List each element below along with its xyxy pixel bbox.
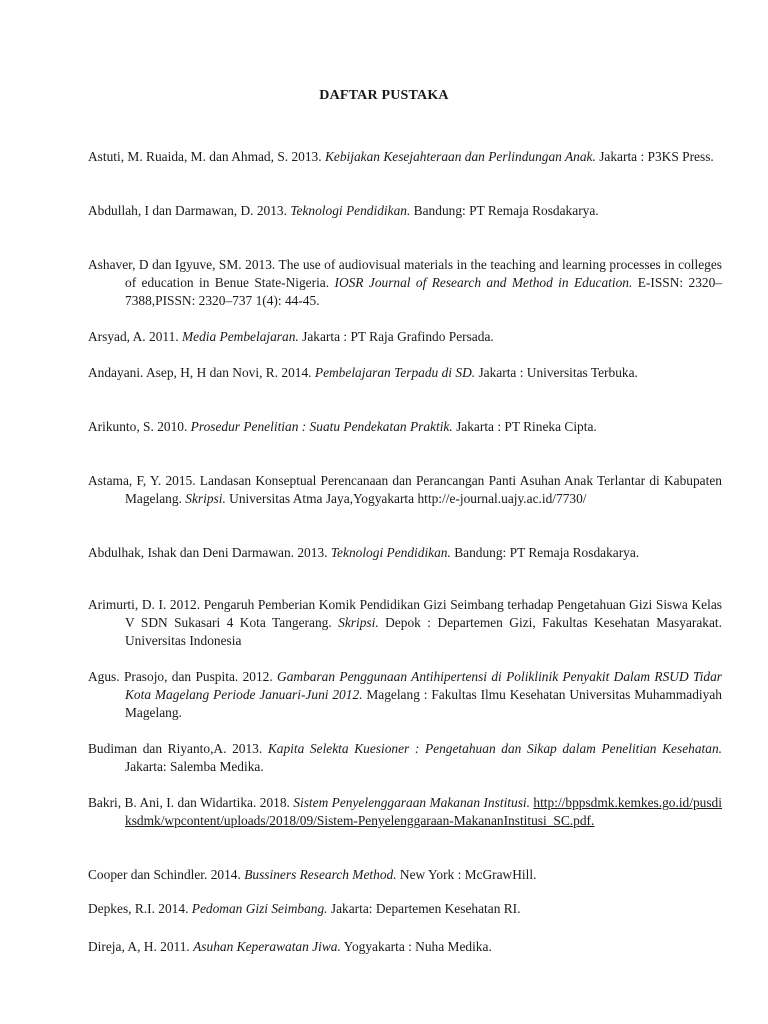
reference-publisher: Universitas Atma Jaya,Yogyakarta http://e-journal.uajy.ac.id/7730/ bbox=[225, 491, 587, 506]
reference-item bbox=[88, 418, 722, 436]
reference-title: IOSR Journal of Research and Method in Education. bbox=[334, 275, 633, 290]
reference-author: Budiman dan Riyanto,A. 2013. bbox=[88, 741, 268, 756]
reference-link[interactable]: http://bppsdmk.kemkes.go.id/pusdiksdmk/wpcontent/uploads/2018/09/Sistem-Penyelenggaraan-MakananInstitusi_SC.pdf. bbox=[125, 795, 722, 828]
reference-author: Astama, F, Y. 2015. Landasan Konseptual Perencanaan dan Perancangan Panti Asuhan Anak Terlantar di Kabupaten Magelang. bbox=[88, 473, 722, 506]
reference-author: Agus. Prasojo, dan Puspita. 2012. bbox=[88, 669, 278, 684]
reference-publisher: E-ISSN: 2320–7388,PISSN: 2320–737 1(4): 44-45. bbox=[125, 275, 722, 308]
reference-title: Teknologi Pendidikan. bbox=[330, 545, 451, 560]
reference-item bbox=[88, 328, 722, 346]
reference-title: Asuhan Keperawatan Jiwa. bbox=[193, 939, 341, 954]
reference-publisher: Bandung: PT Remaja Rosdakarya. bbox=[450, 545, 640, 560]
reference-item bbox=[88, 900, 722, 918]
reference-title: Teknologi Pendidikan. bbox=[290, 203, 411, 218]
reference-publisher: Magelang : Fakultas Ilmu Kesehatan Universitas Muhammadiyah Magelang. bbox=[125, 687, 722, 720]
reference-publisher: Bandung: PT Remaja Rosdakarya. bbox=[410, 203, 599, 218]
reference-item bbox=[88, 668, 722, 722]
reference-author: Arsyad, A. 2011. bbox=[88, 329, 182, 344]
reference-item bbox=[88, 544, 722, 562]
reference-author: Abdulhak, Ishak dan Deni Darmawan. 2013. bbox=[88, 545, 331, 560]
reference-author: Ashaver, D dan Igyuve, SM. 2013. The use of audiovisual materials in the teaching and learning processes in colleges of education in Benue State-Nigeria. bbox=[88, 257, 722, 290]
reference-title: Media Pembelajaran. bbox=[181, 329, 299, 344]
reference-item bbox=[88, 148, 722, 166]
reference-item bbox=[88, 740, 722, 776]
reference-title: Kebijakan Kesejahteraan dan Perlindungan Anak. bbox=[324, 149, 596, 164]
reference-title: Pedoman Gizi Seimbang. bbox=[191, 901, 328, 916]
reference-title: Skripsi. bbox=[185, 491, 226, 506]
reference-title: Pembelajaran Terpadu di SD. bbox=[314, 365, 476, 380]
reference-author: Andayani. Asep, H, H dan Novi, R. 2014. bbox=[88, 365, 315, 380]
reference-publisher: Jakarta : Universitas Terbuka. bbox=[475, 365, 638, 380]
reference-publisher: New York : McGrawHill. bbox=[396, 867, 537, 882]
reference-item bbox=[88, 256, 722, 310]
reference-publisher: Jakarta: Departemen Kesehatan RI. bbox=[327, 901, 521, 916]
reference-publisher: Depok : Departemen Gizi, Fakultas Kesehatan Masyarakat. Universitas Indonesia bbox=[125, 615, 722, 648]
reference-author: Direja, A, H. 2011. bbox=[88, 939, 194, 954]
reference-item bbox=[88, 938, 722, 956]
reference-item bbox=[88, 202, 722, 220]
reference-author: Astuti, M. Ruaida, M. dan Ahmad, S. 2013. bbox=[88, 149, 325, 164]
reference-author: Bakri, B. Ani, I. dan Widartika. 2018. bbox=[88, 795, 294, 810]
reference-item bbox=[88, 472, 722, 508]
reference-item bbox=[88, 866, 722, 884]
reference-author: Depkes, R.I. 2014. bbox=[88, 901, 192, 916]
page-title: DAFTAR PUSTAKA bbox=[319, 88, 449, 103]
reference-publisher: Jakarta : P3KS Press. bbox=[595, 149, 714, 164]
reference-title: Skripsi. bbox=[338, 615, 379, 630]
reference-publisher: Jakarta : PT Raja Grafindo Persada. bbox=[298, 329, 494, 344]
reference-author: Abdullah, I dan Darmawan, D. 2013. bbox=[88, 203, 291, 218]
reference-author: Arikunto, S. 2010. bbox=[88, 419, 191, 434]
reference-item bbox=[88, 596, 722, 650]
reference-publisher: Yogyakarta : Nuha Medika. bbox=[340, 939, 492, 954]
reference-title: Sistem Penyelenggaraan Makanan Institusi. bbox=[293, 795, 530, 810]
reference-title: Kapita Selekta Kuesioner : Pengetahuan dan Sikap dalam Penelitian Kesehatan. bbox=[267, 741, 722, 756]
reference-item bbox=[88, 794, 722, 830]
reference-author: Arimurti, D. I. 2012. Pengaruh Pemberian Komik Pendidikan Gizi Seimbang terhadap Pengetahuan Gizi Siswa Kelas V SDN Sukasari 4 Kota Tangerang. bbox=[88, 597, 722, 630]
reference-title: Bussiners Research Method. bbox=[244, 867, 397, 882]
reference-item bbox=[88, 364, 722, 382]
reference-title: Prosedur Penelitian : Suatu Pendekatan Praktik. bbox=[190, 419, 453, 434]
reference-publisher: Jakarta: Salemba Medika. bbox=[125, 759, 264, 774]
reference-title: Gambaran Penggunaan Antihipertensi di Poliklinik Penyakit Dalam RSUD Tidar Kota Magelang Periode Januari-Juni 2012. bbox=[125, 669, 723, 702]
reference-publisher: Jakarta : PT Rineka Cipta. bbox=[452, 419, 597, 434]
reference-author: Cooper dan Schindler. 2014. bbox=[88, 867, 245, 882]
